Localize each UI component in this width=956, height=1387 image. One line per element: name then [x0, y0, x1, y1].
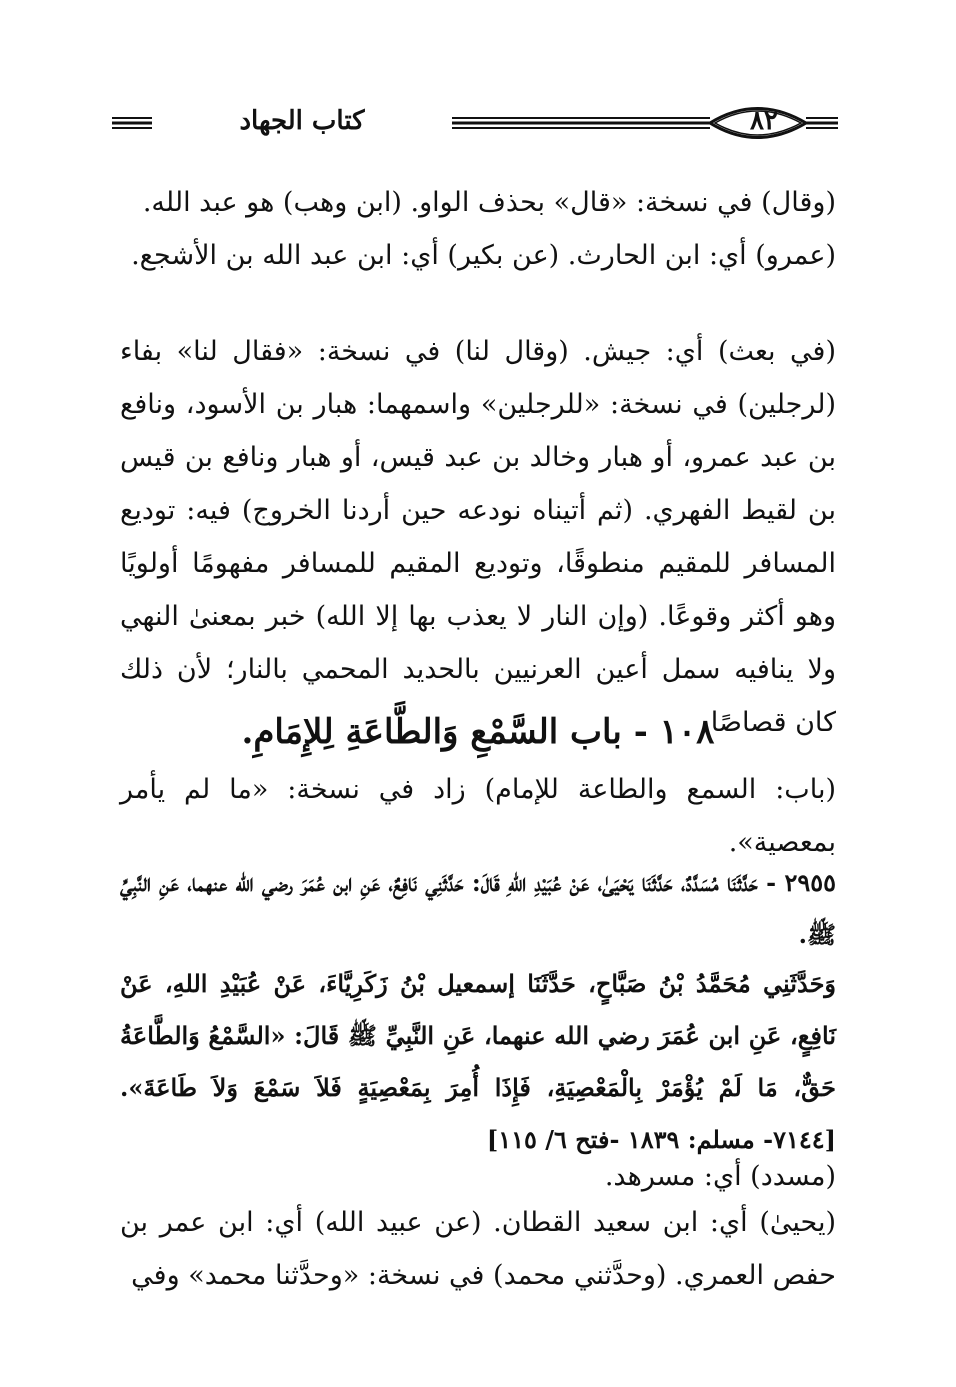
paragraph-2: (عمرو) أي: ابن الحارث. (عن بكير) أي: ابن عبد الله بن الأشجع. — [131, 240, 836, 271]
paragraph-1: (وقال) في نسخة: «قال» بحذف الواو. (ابن وهب) هو عبد الله. — [142, 187, 836, 218]
chapter-note: (باب: السمع والطاعة للإمام) زاد في نسخة: «ما لم يأمر بمعصية». — [120, 774, 836, 858]
chapter-title: ١٠٨ - باب السَّمْعِ وَالطَّاعَةِ لِلإِمَامِ. — [241, 712, 715, 752]
hadith-text-1: ٢٩٥٥ - حَدَّثَنَا مُسَدَّدٌ، حَدَّثَنَا يَحْيَىٰ، عَنْ عُبَيْدِ اللهِ قَالَ: حَدَّثَنِي نَافِعٌ، عَنِ ابن عُمَرَ رضي الله عنهما، عَنِ النَّبِيِّ ﷺ. — [120, 868, 836, 949]
paragraph-3: (في بعث) أي: جيش. (وقال لنا) في نسخة: «فقال لنا» بفاء (لرجلين) في نسخة: «للرجلين» واسمهما: هبار بن الأسود، ونافع بن عبد عمرو، أو هبار وخالد بن عبد قيس، أو هبار ونافع بن قيس بن لقيط الفهري. (ثم أتيناه نودعه حين أردنا الخروج) فيه: توديع المسافر للمقيم منطوقًا، وتوديع المقيم للمسافر مفهومًا أولويًا وهو أكثر وقوعًا. (وإن النار لا يعذب بها إلا الله) خبر بمعنىٰ النهي ولا ينافيه سمل أعين العرنيين بالحديد المحمي بالنار؛ لأن ذلك كان قصاصًا. — [120, 336, 836, 738]
page-header — [112, 96, 838, 156]
commentary-2: (يحيىٰ) أي: ابن سعيد القطان. (عن عبيد الله) أي: ابن عمر بن حفص العمري. (وحدَّثني محمد) في نسخة: «وحدَّثنا محمد» وفي — [120, 1207, 836, 1291]
book-title: كتاب الجهاد — [152, 104, 452, 138]
hadith-text-2: وَحَدَّثَنِي مُحَمَّدُ بْنُ صَبَّاحٍ، حَدَّثَنَا إسمعيل بْنُ زَكَرِيَّاءَ، عَنْ عُبَيْدِ اللهِ، عَنْ نَافِعٍ، عَنِ ابن عُمَرَ رضي الله عنهما، عَنِ النَّبِيِّ ﷺ قَالَ: «السَّمْعُ وَالطَّاعَةُ حَقٌّ، مَا لَمْ يُؤْمَرْ بِالْمَعْصِيَةِ، فَإِذَا أُمِرَ بِمَعْصِيَةٍ فَلاَ سَمْعَ وَلاَ طَاعَةَ». [٧١٤٤- مسلم: ١٨٣٩ -فتح ٦/ ١١٥] — [120, 969, 837, 1154]
page-number: ٨٢ — [750, 106, 778, 136]
commentary-1: (مسدد) أي: مسرهد. — [604, 1161, 836, 1192]
